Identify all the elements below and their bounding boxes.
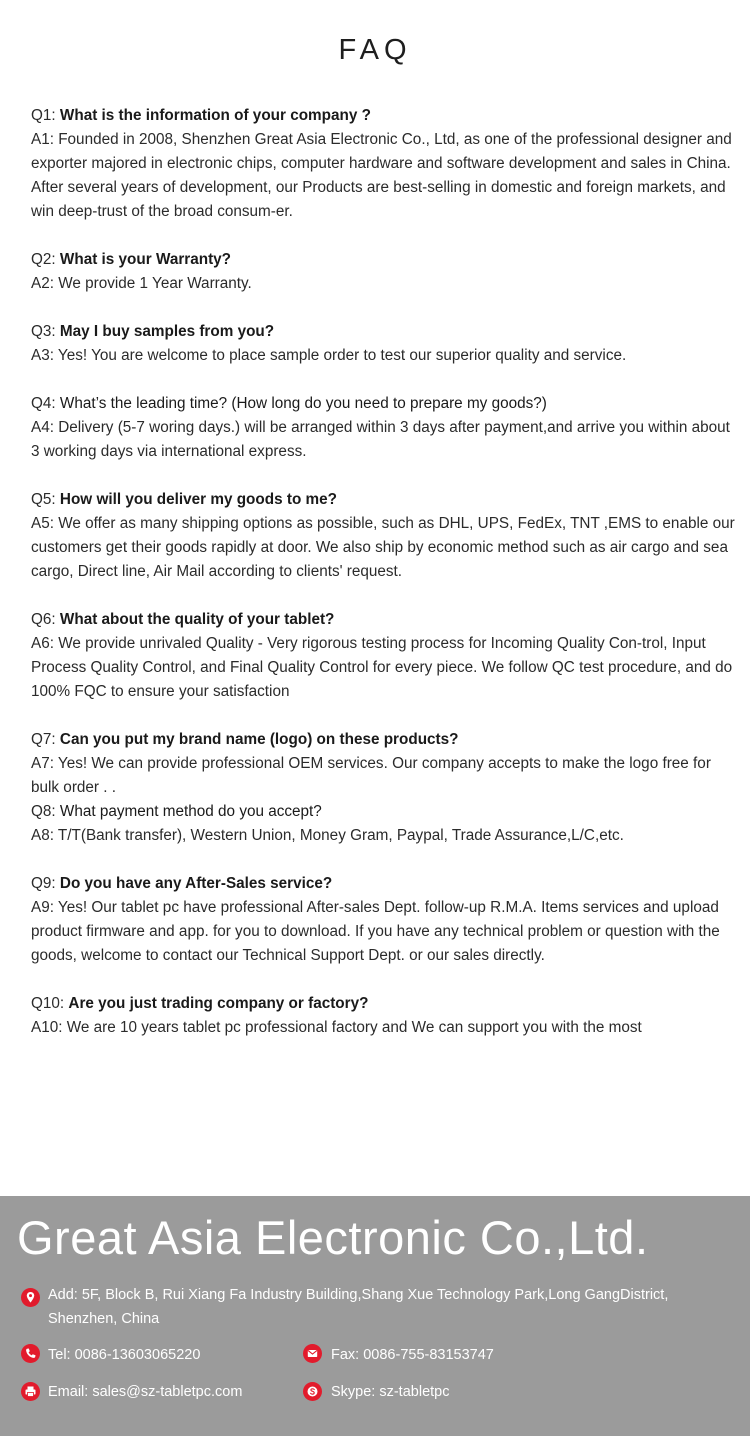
printer-icon bbox=[21, 1382, 40, 1401]
faq-item-8 bbox=[31, 800, 739, 848]
question-text: How will you deliver my goods to me? bbox=[59, 491, 337, 508]
faq-item-2 bbox=[31, 248, 739, 296]
faq-answer: A6: We provide unrivaled Quality - Very rigorous testing process for Incoming Quality Con-trol, Input Process Quality Control, and Final Quality Control for every piece. We follow QC test procedure, and do 100% FQC to ensure your satisfaction bbox=[31, 635, 733, 700]
question-number: Q1: bbox=[31, 107, 60, 124]
mail-icon bbox=[303, 1344, 322, 1363]
question-text: Do you have any After-Sales service? bbox=[59, 875, 333, 892]
faq-item-5 bbox=[31, 488, 739, 584]
faq-question bbox=[31, 104, 739, 128]
question-text: What about the quality of your tablet? bbox=[59, 611, 335, 628]
faq-answer: A10: We are 10 years tablet pc professional factory and We can support you with the most bbox=[31, 1019, 642, 1036]
question-number: Q8: bbox=[31, 803, 60, 820]
location-pin-icon bbox=[21, 1288, 40, 1307]
faq-question bbox=[31, 488, 739, 512]
fax-text: Fax: 0086-755-83153747 bbox=[331, 1347, 494, 1363]
faq-item-4 bbox=[31, 392, 739, 464]
address-text: Add: 5F, Block B, Rui Xiang Fa Industry Building,Shang Xue Technology Park,Long GangDistrict, Shenzhen, China bbox=[48, 1287, 669, 1327]
faq-item-1 bbox=[31, 104, 739, 224]
faq-item-10 bbox=[31, 992, 739, 1040]
faq-answer: A8: T/T(Bank transfer), Western Union, Money Gram, Paypal, Trade Assurance,L/C,etc. bbox=[31, 827, 624, 844]
faq-answer: A7: Yes! We can provide professional OEM services. Our company accepts to make the logo free for bulk order . . bbox=[31, 755, 711, 796]
skype-icon bbox=[303, 1382, 322, 1401]
company-name: Great Asia Electronic Co.,Ltd. bbox=[17, 1211, 649, 1264]
faq-question bbox=[31, 872, 739, 896]
faq-item-6 bbox=[31, 608, 739, 704]
faq-list bbox=[31, 104, 739, 1064]
page-title: FAQ bbox=[338, 34, 412, 66]
phone-icon bbox=[21, 1344, 40, 1363]
question-number: Q6: bbox=[31, 611, 60, 628]
faq-question bbox=[31, 248, 739, 272]
faq-answer: A9: Yes! Our tablet pc have professional After-sales Dept. follow-up R.M.A. Items services and upload product firmware and app. for you to download. If you have any technical problem or question with the goods, welcome to contact our Technical Support Dept. or our sales directly. bbox=[31, 899, 720, 964]
question-number: Q9: bbox=[31, 875, 60, 892]
question-number: Q4: bbox=[31, 395, 60, 412]
question-number: Q3: bbox=[31, 323, 60, 340]
faq-question bbox=[31, 320, 739, 344]
question-text: What is your Warranty? bbox=[59, 251, 232, 268]
tel-text: Tel: 0086-13603065220 bbox=[48, 1347, 201, 1363]
question-text: What payment method do you accept? bbox=[59, 803, 322, 820]
faq-question bbox=[31, 392, 739, 416]
faq-answer: A2: We provide 1 Year Warranty. bbox=[31, 275, 252, 292]
question-text: What’s the leading time? (How long do you need to prepare my goods?) bbox=[59, 395, 547, 412]
faq-item-3 bbox=[31, 320, 739, 368]
faq-item-7 bbox=[31, 728, 739, 800]
question-text: Can you put my brand name (logo) on these products? bbox=[59, 731, 459, 748]
faq-question bbox=[31, 728, 739, 752]
question-text: What is the information of your company ? bbox=[59, 107, 371, 124]
faq-question bbox=[31, 992, 739, 1016]
faq-answer: A3: Yes! You are welcome to place sample order to test our superior quality and service. bbox=[31, 347, 627, 364]
faq-item-9 bbox=[31, 872, 739, 968]
skype-text: Skype: sz-tabletpc bbox=[331, 1384, 450, 1400]
question-number: Q7: bbox=[31, 731, 60, 748]
question-text: Are you just trading company or factory? bbox=[68, 995, 369, 1012]
faq-answer: A4: Delivery (5-7 woring days.) will be arranged within 3 days after payment,and arrive you within about 3 working days via international express. bbox=[31, 419, 730, 460]
faq-answer: A5: We offer as many shipping options as possible, such as DHL, UPS, FedEx, TNT ,EMS to enable our customers get their goods rapidly at door. We also ship by economic method such as air cargo and sea cargo, Direct line, Air Mail according to clients' request. bbox=[31, 515, 735, 580]
faq-question bbox=[31, 800, 739, 824]
faq-question bbox=[31, 608, 739, 632]
question-number: Q2: bbox=[31, 251, 60, 268]
question-text: May I buy samples from you? bbox=[59, 323, 275, 340]
question-number: Q5: bbox=[31, 491, 60, 508]
question-number: Q10: bbox=[31, 995, 69, 1012]
contact-footer bbox=[0, 1196, 750, 1436]
faq-answer: A1: Founded in 2008, Shenzhen Great Asia Electronic Co., Ltd, as one of the professional designer and exporter majored in electronic chips, computer hardware and software development and sales in China. After several years of development, our Products are best-selling in domestic and foreign markets, and win deep-trust of the broad consum-er. bbox=[31, 131, 732, 220]
email-text: Email: sales@sz-tabletpc.com bbox=[48, 1384, 243, 1400]
